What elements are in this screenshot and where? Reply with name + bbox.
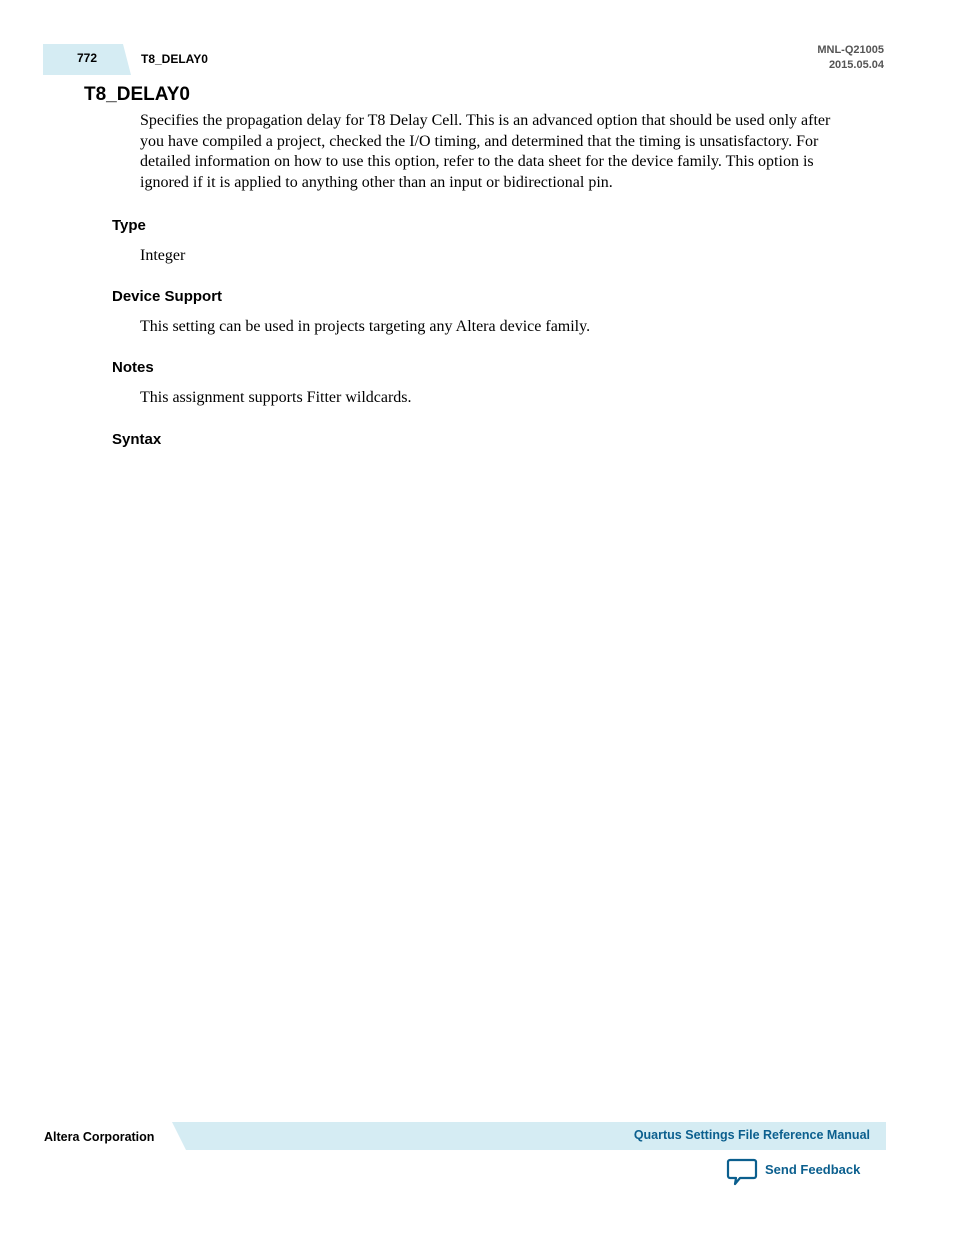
syntax-heading: Syntax xyxy=(112,431,162,448)
notes-heading: Notes xyxy=(112,359,154,376)
page-title: T8_DELAY0 xyxy=(84,84,190,105)
type-heading: Type xyxy=(112,217,146,234)
speech-bubble-icon xyxy=(726,1157,758,1187)
document-date: 2015.05.04 xyxy=(828,59,884,71)
page-number: 772 xyxy=(77,51,98,65)
document-id: MNL-Q21005 xyxy=(817,44,884,56)
send-feedback-button[interactable] xyxy=(726,1157,860,1187)
type-value: Integer xyxy=(140,247,186,264)
send-feedback-label: Send Feedback xyxy=(765,1161,861,1177)
device-support-heading: Device Support xyxy=(112,288,223,305)
manual-title-link[interactable]: Quartus Settings File Reference Manual xyxy=(633,1128,870,1142)
description-paragraph: Specifies the propagation delay for T8 Delay Cell. This is an advanced option that should be used only after you have compiled a project, checked the I/O timing, and determined that the timing is unsatisfactory. For detailed information on how to use this option, refer to the data sheet for the device family. This option is ignored if it is applied to anything other than an input or bidirectional pin. xyxy=(140,112,831,191)
document-info xyxy=(817,43,884,73)
notes-text: This assignment supports Fitter wildcards. xyxy=(140,389,412,406)
company-name: Altera Corporation xyxy=(44,1130,155,1144)
device-support-text: This setting can be used in projects targeting any Altera device family. xyxy=(140,318,591,335)
header-topic: T8_DELAY0 xyxy=(141,52,208,66)
